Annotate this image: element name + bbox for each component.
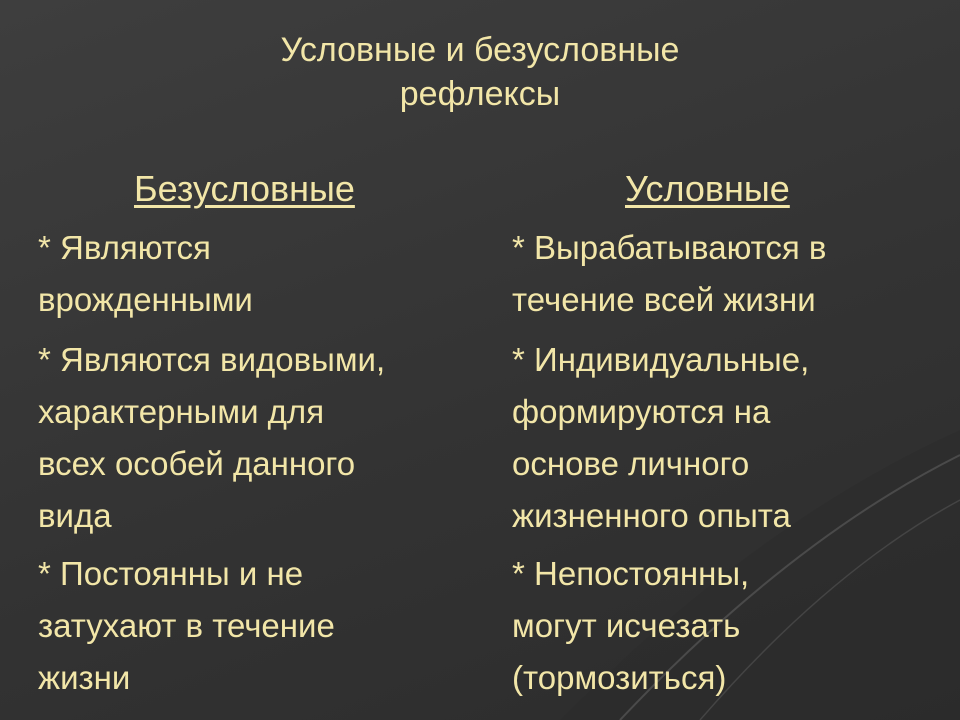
- text-line: затухают в течение: [38, 607, 335, 644]
- text-line: жизненного опыта: [512, 497, 791, 534]
- text-line: характерными для: [38, 393, 325, 430]
- slide-title: [0, 28, 960, 116]
- text-line: формируются на: [512, 393, 771, 430]
- text-line: жизни: [38, 659, 131, 696]
- left-column-header: Безусловные: [134, 168, 355, 209]
- text-line: * Вырабатываются в: [512, 229, 827, 266]
- text-line: вида: [38, 497, 112, 534]
- text-line: основе личного: [512, 445, 750, 482]
- text-line: могут исчезать: [512, 607, 741, 644]
- right-column-header: Условные: [625, 168, 790, 209]
- right-item-2: [512, 334, 809, 542]
- text-line: (тормозиться): [512, 659, 727, 696]
- text-line: * Индивидуальные,: [512, 341, 810, 378]
- left-item-2: [38, 334, 385, 542]
- title-line-2: рефлексы: [399, 75, 561, 113]
- left-item-3: [38, 548, 335, 704]
- text-line: * Непостоянны,: [512, 555, 750, 592]
- text-line: * Являются: [38, 229, 211, 266]
- right-item-3: [512, 548, 749, 704]
- right-item-1: [512, 222, 826, 326]
- text-line: * Постоянны и не: [38, 555, 304, 592]
- text-line: течение всей жизни: [512, 281, 816, 318]
- text-line: всех особей данного: [38, 445, 356, 482]
- title-line-1: Условные и безусловные: [280, 31, 680, 69]
- text-line: врожденными: [38, 281, 253, 318]
- left-item-1: [38, 222, 253, 326]
- text-line: * Являются видовыми,: [38, 341, 386, 378]
